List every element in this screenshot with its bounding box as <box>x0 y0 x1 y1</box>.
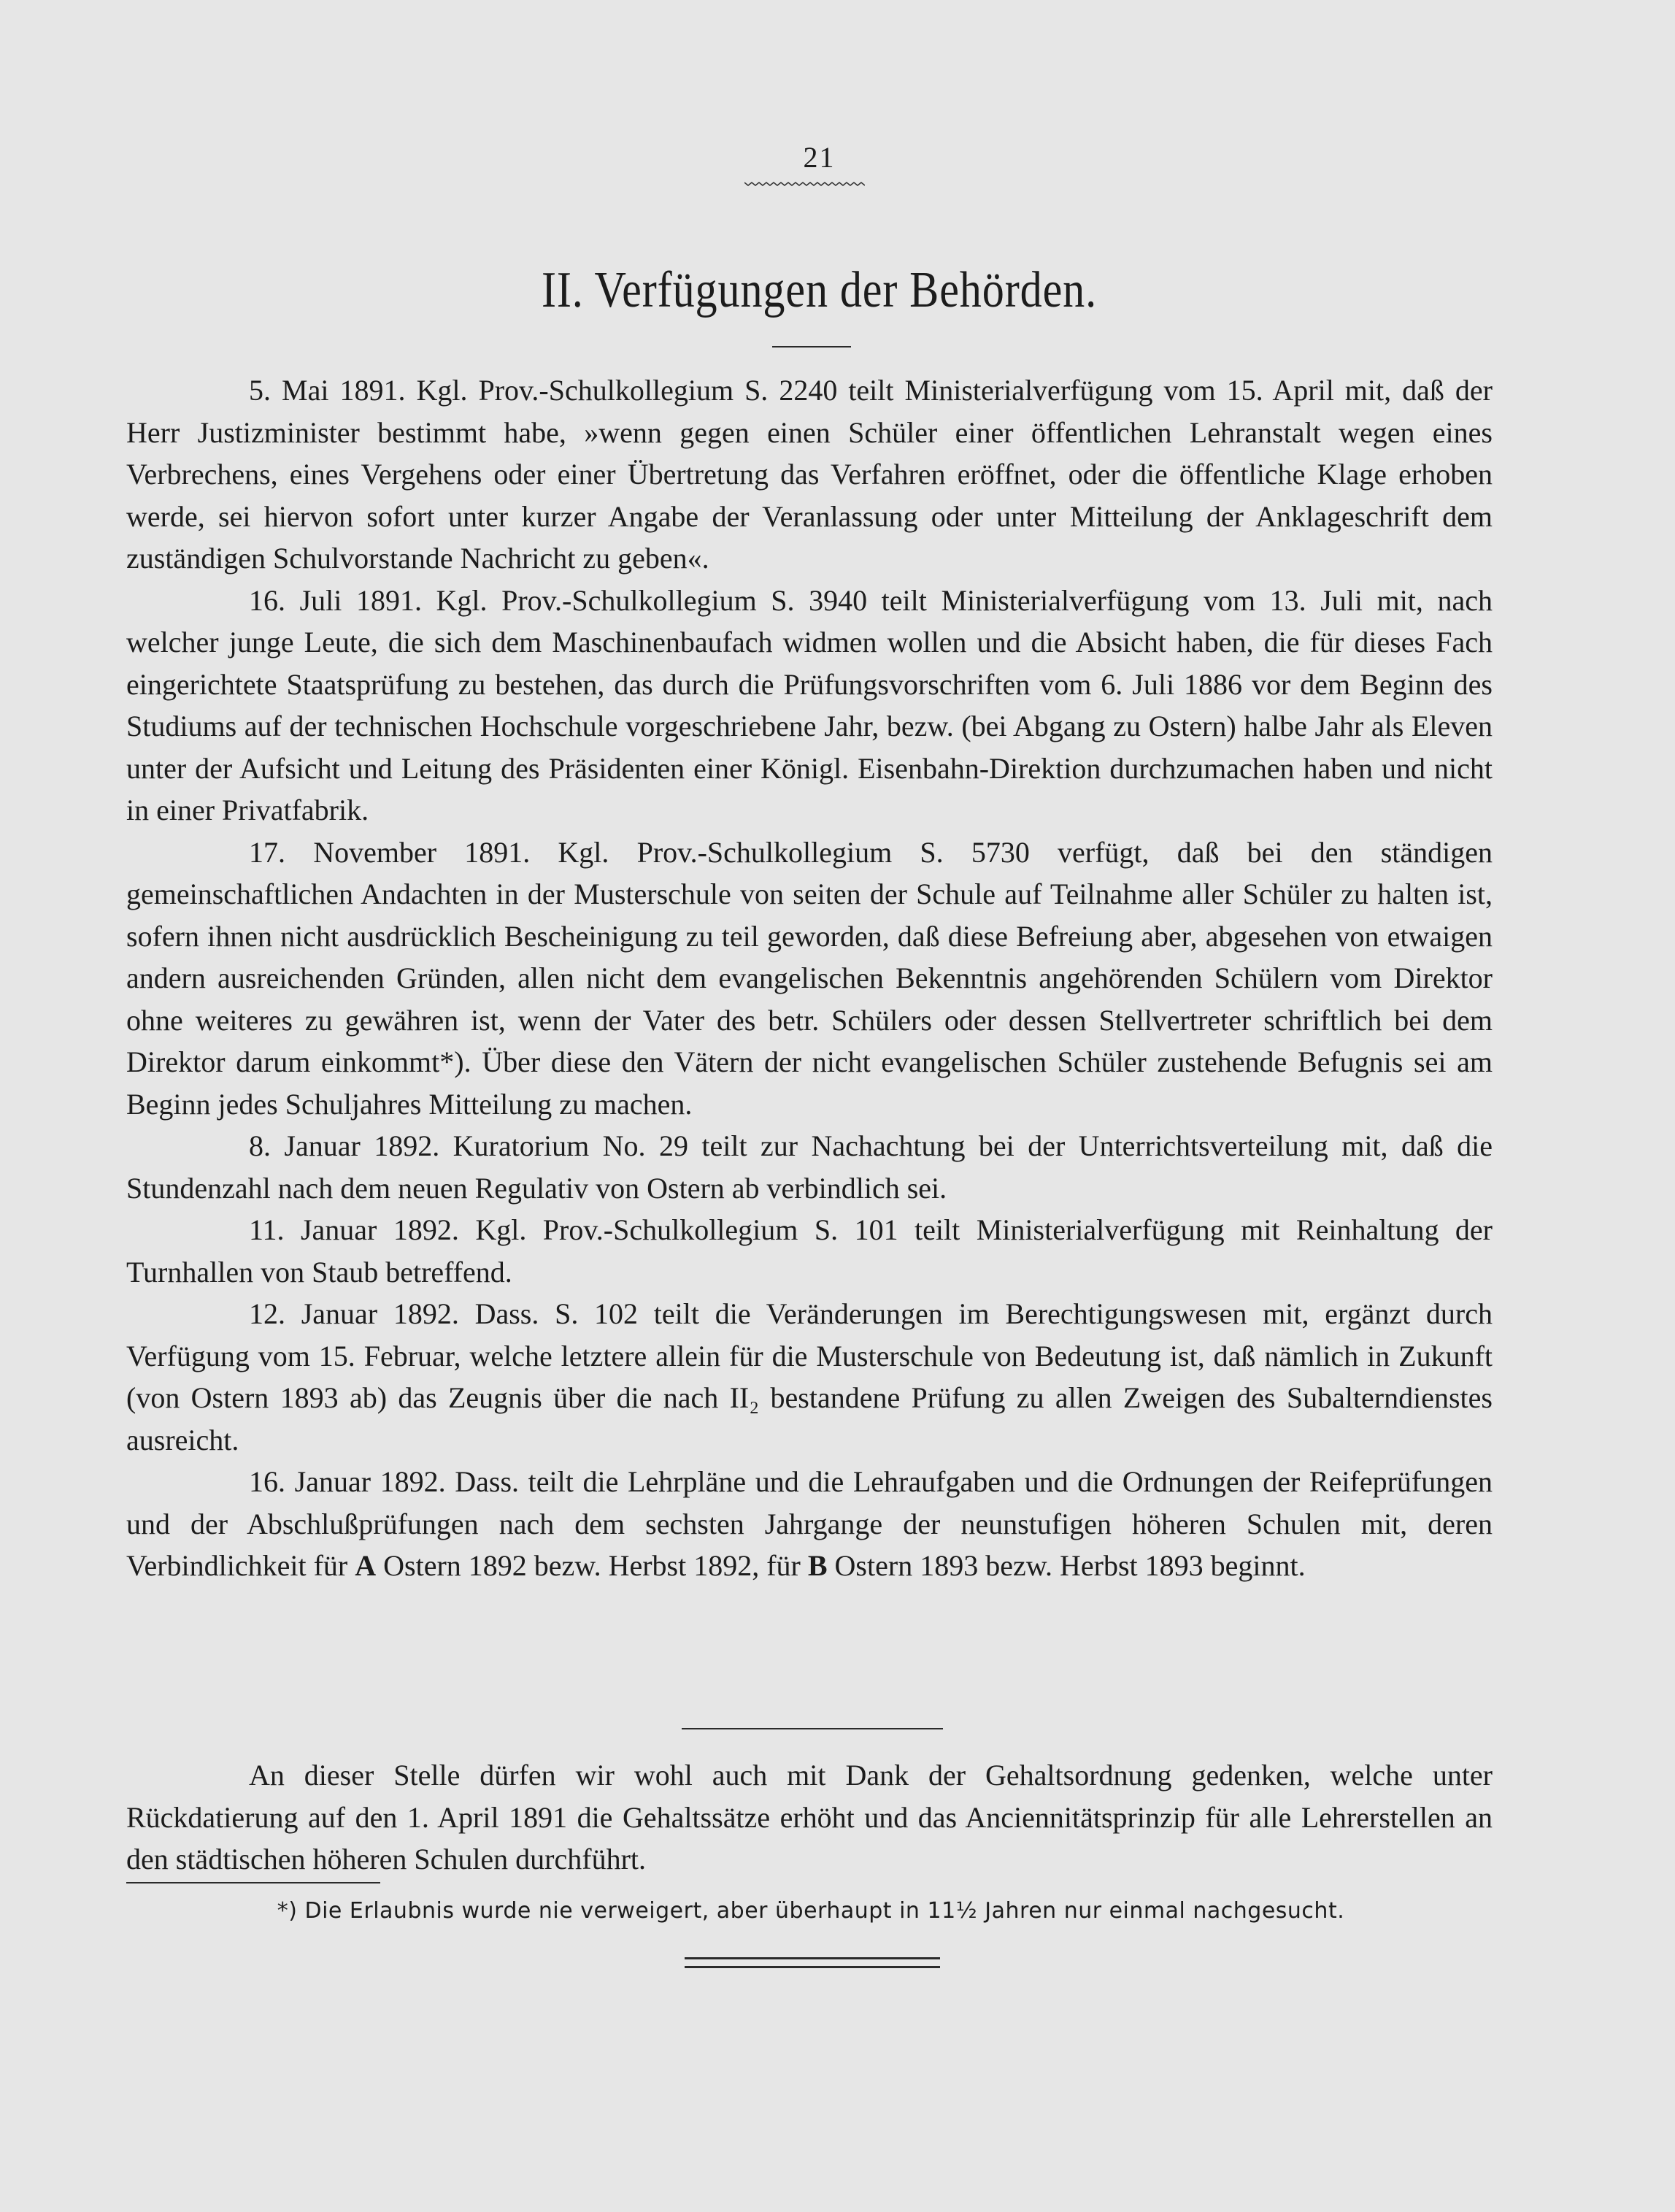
entry-paragraph: 5. Mai 1891. Kgl. Prov.-Schulkollegium S. 2240 teilt Ministerialverfügung vom 15. April mit, daß der Herr Justizminister bestimmt habe, »wenn gegen einen Schüler einer öffentlichen Lehranstalt wegen eines Verbrechens, eines Vergehens oder einer Übertretung das Verfahren eröffnet, oder die öffentliche Klage erhoben werde, sei hiervon sofort unter kurzer Angabe der Veranlassung oder unter Mitteilung der Anklageschrift dem zuständigen Schulvorstande Nachricht zu geben«. <box>126 374 1493 575</box>
entry-text-part: 16. Januar 1892. Dass. teilt die Lehrpläne und die Lehraufgaben und die Ordnungen der Reifeprüfungen und der Abschlußprüfungen nach dem sechsten Jahrgange der neunstufigen höheren Schulen mit, deren Verbindlichkeit für <box>126 1465 1493 1582</box>
section-divider <box>682 1728 943 1729</box>
page-number: 21 <box>803 141 836 174</box>
entry-paragraph: 17. November 1891. Kgl. Prov.-Schulkollegium S. 5730 verfügt, daß bei den ständigen gemeinschaftlichen Andachten in der Musterschule von seiten der Schule auf Teilnahme aller Schüler zu halten ist, sofern ihnen nicht ausdrücklich Bescheinigung zu teil geworden, daß diese Befreiung aber, abgesehen von etwaigen andern ausreichenden Gründen, allen nicht dem evangelischen Bekenntnis angehörenden Schülern vom Direktor ohne weiteres zu gewähren ist, wenn der Vater des betr. Schülers oder dessen Stellvertreter schriftlich bei dem Direktor darum einkommt*). Über diese den Vätern der nicht evangelischen Schüler zustehende Befugnis sei am Beginn jedes Schuljahres Mitteilung zu machen. <box>126 835 1493 1121</box>
note-block <box>126 1754 1493 1881</box>
end-rule-top <box>685 1957 940 1959</box>
heading-divider <box>772 346 851 347</box>
footnote-divider <box>126 1882 380 1883</box>
entry-paragraph: 8. Januar 1892. Kuratorium No. 29 teilt zur Nachachtung bei der Unterrichtsverteilung mit, daß die Stundenzahl nach dem neuen Regulativ von Ostern ab verbindlich sei. <box>126 1129 1493 1205</box>
bold-marker-b: B <box>807 1549 828 1582</box>
entry-paragraph: 11. Januar 1892. Kgl. Prov.-Schulkollegium S. 101 teilt Ministerialverfügung mit Reinhaltung der Turnhallen von Staub betreffend. <box>126 1213 1493 1289</box>
footnote: *) Die Erlaubnis wurde nie verweigert, aber überhaupt in 11½ Jahren nur einmal nachgesucht. <box>277 1898 1345 1924</box>
page-number-ornament <box>744 181 865 187</box>
end-rule-bottom <box>685 1966 940 1968</box>
note-paragraph: An dieser Stelle dürfen wir wohl auch mit Dank der Gehaltsordnung gedenken, welche unter Rückdatierung auf den 1. April 1891 die Gehaltssätze erhöht und das Anciennitätsprinzip für alle Lehrerstellen an den städtischen höheren Schulen durchführt. <box>126 1759 1493 1875</box>
entry-paragraph: 16. Juli 1891. Kgl. Prov.-Schulkollegium S. 3940 teilt Ministerialverfügung vom 13. Juli mit, nach welcher junge Leute, die sich dem Maschinenbaufach widmen wollen und die Absicht haben, die für dieses Fach eingerichtete Staatsprüfung zu bestehen, das durch die Prüfungsvorschriften vom 6. Juli 1886 vor dem Beginn des Studiums auf der technischen Hochschule vorgeschriebene Jahr, bezw. (bei Abgang zu Ostern) halbe Jahr als Eleven unter der Aufsicht und Leitung des Präsidenten einer Königl. Eisenbahn-Direktion durchzumachen haben und nicht in einer Privatfabrik. <box>126 583 1493 826</box>
entry-text-part: Ostern 1893 bezw. Herbst 1893 beginnt. <box>827 1549 1306 1582</box>
entry-text-part: Ostern 1892 bezw. Herbst 1892, für <box>376 1549 808 1582</box>
bold-marker-a: A <box>355 1549 377 1582</box>
section-heading: II. Verfügungen der Behörden. <box>541 262 1098 318</box>
entry-paragraph-last <box>126 1461 1493 1587</box>
entry-paragraph: 12. Januar 1892. Dass. S. 102 teilt die Veränderungen im Berechtigungswesen mit, ergänzt durch Verfügung vom 15. Februar, welche letztere allein für die Musterschule von Bedeutung ist, daß nämlich in Zukunft (von Ostern 1893 ab) das Zeugnis über die nach II₂ bestandene Prüfung zu allen Zweigen des Subalterndienstes ausreicht. <box>126 1297 1493 1456</box>
entries-list <box>126 369 1493 1587</box>
